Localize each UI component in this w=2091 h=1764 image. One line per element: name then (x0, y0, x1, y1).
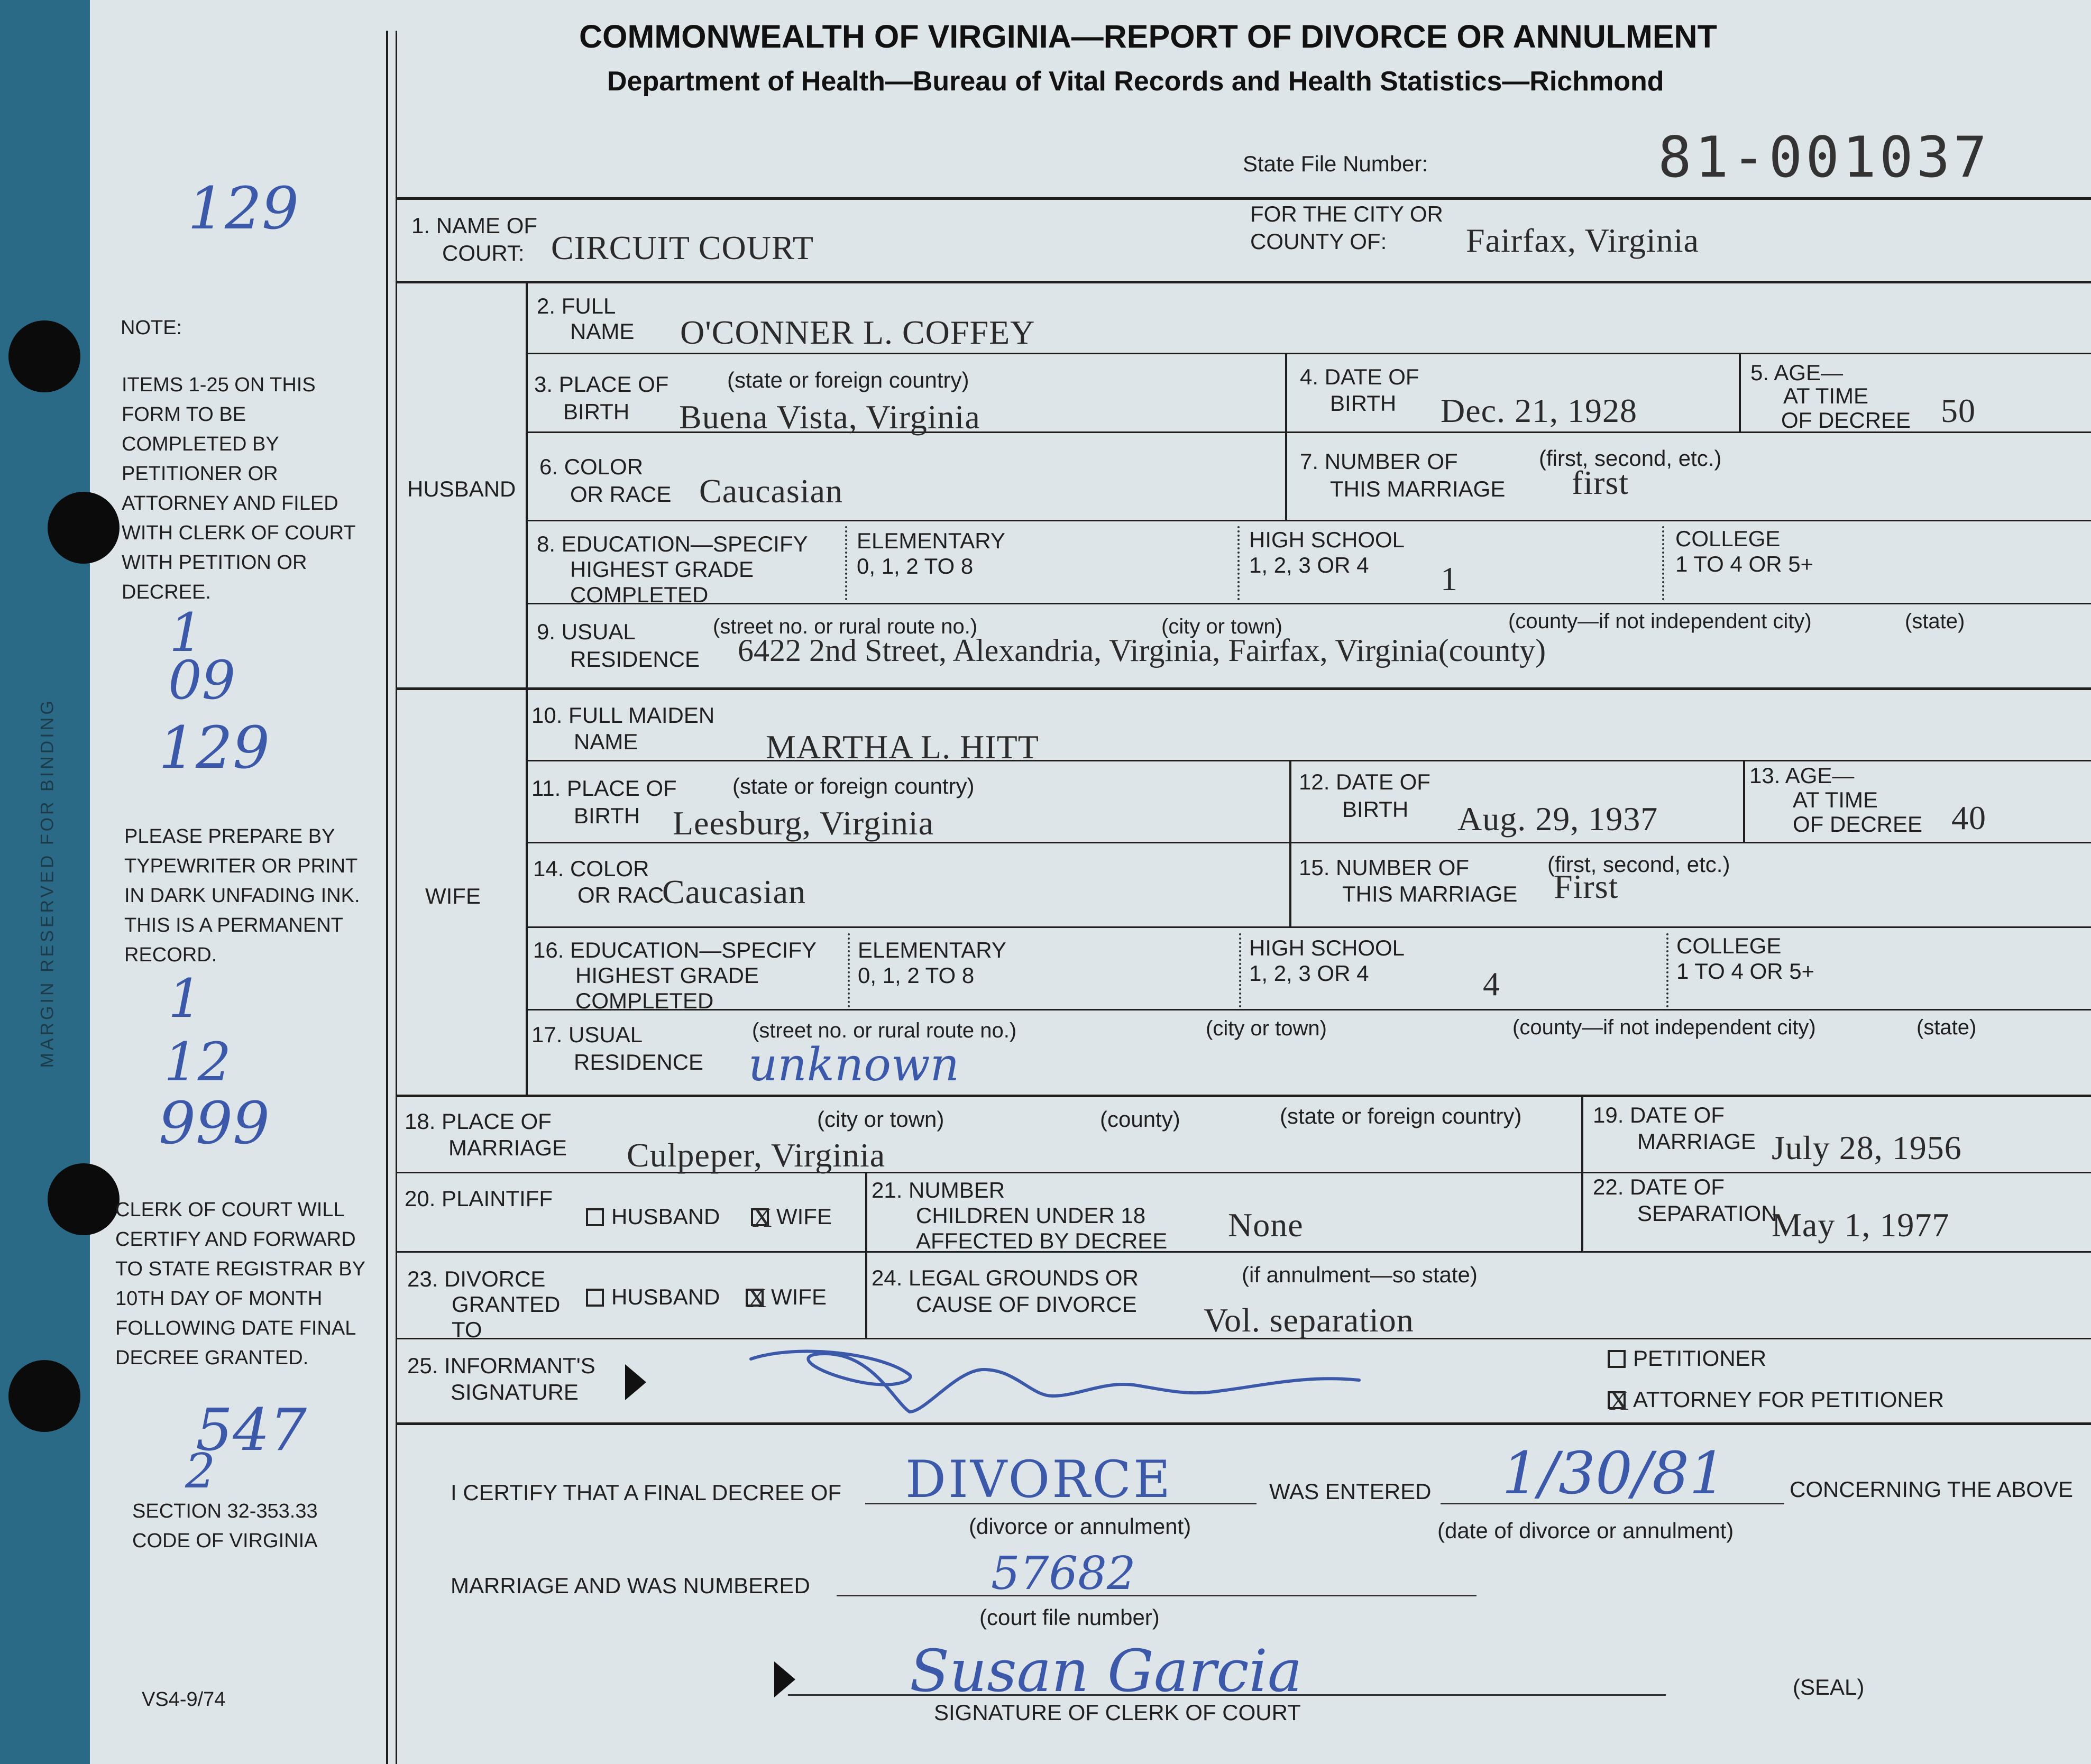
husband-education-label: 8. EDUCATION—SPECIFY (537, 531, 808, 556)
form-border-left-inner (396, 31, 397, 1764)
rule-informant-end (397, 1422, 2091, 1425)
form-title: COMMONWEALTH OF VIRGINIA—REPORT OF DIVORCE OR ANNULMENT (579, 19, 1717, 54)
husband-section-label: HUSBAND (407, 476, 516, 501)
county-label: COUNTY OF: (1250, 229, 1387, 254)
grounds-label: CAUSE OF DIVORCE (916, 1292, 1137, 1317)
marriage-place-label: MARRIAGE (448, 1135, 567, 1160)
children-label: CHILDREN UNDER 18 (916, 1203, 1146, 1228)
college-hint: 1 TO 4 OR 5+ (1676, 959, 1815, 984)
plaintiff-wife-label: WIFE (776, 1204, 832, 1229)
margin-note-items: ITEMS 1-25 ON THIS FORM TO BE COMPLETED BY PETITIONER OR ATTORNEY AND FILED WITH CLERK OF COURT WITH PETITION OR DECREE. (122, 374, 355, 603)
wife-section-label: WIFE (425, 884, 481, 908)
husband-name-label: 2. FULL (537, 293, 616, 318)
margin-section: SECTION 32-353.33 (132, 1500, 318, 1522)
marriage-date-label: MARRIAGE (1637, 1129, 1756, 1154)
husband-education-label: COMPLETED (570, 582, 709, 607)
clerk-signature-label: SIGNATURE OF CLERK OF COURT (934, 1700, 1301, 1725)
college-hint: 1 TO 4 OR 5+ (1675, 552, 1814, 576)
cert-text: CONCERNING THE ABOVE (1790, 1477, 2073, 1502)
husband-high-school: 1 (1441, 560, 1458, 598)
husband-color-label: OR RACE (570, 482, 672, 507)
cert-text: MARRIAGE AND WAS NUMBERED (451, 1573, 810, 1598)
residence-hint-street: (street no. or rural route no.) (713, 615, 978, 638)
margin-handwritten-number: 129 (159, 714, 270, 782)
residence-hint-city: (city or town) (1161, 615, 1282, 638)
wife-education-label: HIGHEST GRADE (575, 963, 759, 988)
binding-margin-text: MARGIN RESERVED FOR BINDING (37, 698, 58, 1068)
wife-residence: unknown (748, 1039, 960, 1091)
rule (528, 353, 2091, 354)
city-label: FOR THE CITY OR (1250, 201, 1443, 226)
informant-label: SIGNATURE (451, 1380, 579, 1404)
divider (1581, 1095, 1583, 1251)
grounds-label: 24. LEGAL GROUNDS OR (872, 1265, 1139, 1290)
punch-hole (48, 492, 120, 564)
children-label: 21. NUMBER (872, 1178, 1005, 1202)
court-file-hint: (court file number) (979, 1605, 1160, 1630)
high-school-hint: 1, 2, 3 OR 4 (1249, 553, 1369, 577)
margin-note-clerk: CLERK OF COURT WILL CERTIFY AND FORWARD TO STATE REGISTRAR BY 10TH DAY OF MONTH FOLLOWING DATE FINAL DECREE GRANTED. (115, 1199, 365, 1369)
residence-hint-street: (street no. or rural route no.) (752, 1019, 1017, 1042)
wife-marriage-label: 15. NUMBER OF (1299, 855, 1470, 880)
informant-label: 25. INFORMANT'S (407, 1353, 595, 1378)
wife-birthplace-label: 11. PLACE OF (531, 776, 677, 801)
wife-age: 40 (1951, 799, 1986, 837)
plaintiff-wife-option[interactable] (751, 1202, 832, 1230)
punch-hole (8, 320, 80, 392)
husband-name-label: NAME (570, 319, 635, 344)
decree-type: DIVORCE (905, 1450, 1173, 1509)
form-number: VS4-9/74 (142, 1688, 226, 1711)
margin-note-heading: NOTE: (121, 317, 182, 339)
margin-handwritten-number: 1 (168, 968, 202, 1030)
dotted-divider (1239, 933, 1241, 1007)
residence-hint-state: (state) (1905, 610, 1965, 633)
margin-handwritten-number: 12 (164, 1031, 232, 1093)
marriage-place: Culpeper, Virginia (627, 1136, 886, 1174)
state-file-label: State File Number: (1243, 151, 1428, 176)
residence-hint-city: (city or town) (1206, 1017, 1327, 1040)
rule (528, 926, 2091, 928)
rule-court (397, 281, 2091, 283)
margin-handwritten-number: 129 (188, 174, 299, 242)
wife-name: MARTHA L. HITT (766, 728, 1039, 766)
margin-handwritten-number: 09 (168, 649, 236, 711)
divider (865, 1172, 867, 1338)
husband-marriage-hint: (first, second, etc.) (1539, 446, 1722, 471)
rule (528, 760, 2091, 761)
punch-hole (8, 1360, 80, 1432)
granted-label: TO (452, 1317, 482, 1342)
wife-age-label: AT TIME (1793, 787, 1878, 812)
high-school-label: HIGH SCHOOL (1249, 935, 1405, 960)
dotted-divider (1662, 526, 1664, 600)
cert-text: I CERTIFY THAT A FINAL DECREE OF (451, 1480, 842, 1505)
decree-type-hint: (divorce or annulment) (969, 1514, 1191, 1539)
court-name: CIRCUIT COURT (551, 229, 814, 267)
residence-hint-county: (county—if not independent city) (1512, 1016, 1816, 1039)
signature-arrow (625, 1364, 646, 1400)
wife-name-label: NAME (574, 729, 638, 754)
wife-dob: Aug. 29, 1937 (1457, 800, 1658, 838)
wife-marriage-label: THIS MARRIAGE (1342, 881, 1518, 906)
court-file-number: 57682 (991, 1547, 1136, 1600)
margin-handwritten-number: 2 (185, 1444, 216, 1499)
granted-wife-option[interactable] (746, 1283, 827, 1311)
wife-age-label: 13. AGE— (1749, 763, 1855, 788)
husband-marriage-label: 7. NUMBER OF (1300, 449, 1458, 474)
rule (528, 520, 2091, 521)
rule (528, 1009, 2091, 1010)
granted-label: GRANTED (452, 1292, 561, 1317)
dotted-divider (848, 933, 850, 1007)
margin-handwritten-number: 547 (196, 1396, 307, 1464)
separation-date: May 1, 1977 (1772, 1206, 1950, 1244)
husband-birthplace-label: 3. PLACE OF (534, 372, 669, 397)
college-label: COLLEGE (1676, 933, 1782, 958)
punch-hole (48, 1163, 120, 1235)
informant-petitioner-option[interactable] (1608, 1344, 1766, 1372)
rule (397, 1251, 2091, 1253)
rule (528, 603, 2091, 604)
wife-residence-label: 17. USUAL (531, 1022, 643, 1047)
granted-husband-checkbox[interactable] (586, 1289, 604, 1307)
clerk-signature: Susan Garcia (910, 1637, 1303, 1705)
court-file-line (837, 1595, 1476, 1596)
wife-color-label: 14. COLOR (533, 856, 649, 881)
rule-wife-end (397, 1095, 2091, 1097)
margin-code: CODE OF VIRGINIA (132, 1530, 318, 1552)
husband-color-label: 6. COLOR (539, 454, 644, 479)
high-school-label: HIGH SCHOOL (1249, 527, 1405, 552)
granted-wife-checkbox[interactable] (746, 1289, 764, 1307)
rule-top (397, 197, 2091, 200)
husband-marriage-label: THIS MARRIAGE (1330, 476, 1506, 501)
children-count: None (1228, 1206, 1304, 1244)
residence-hint-state: (state) (1916, 1016, 1977, 1039)
husband-age-label: 5. AGE— (1750, 360, 1844, 385)
section-divider (526, 282, 528, 1095)
husband-residence: 6422 2nd Street, Alexandria, Virginia, Fairfax, Virginia(county) (738, 633, 1546, 668)
marriage-hint-county: (county) (1100, 1107, 1180, 1132)
wife-birthplace: Leesburg, Virginia (673, 804, 934, 842)
grounds-value: Vol. separation (1204, 1301, 1414, 1339)
plaintiff-wife-checkbox[interactable] (751, 1208, 769, 1226)
wife-marriage-hint: (first, second, etc.) (1547, 852, 1730, 877)
husband-dob-label: BIRTH (1330, 391, 1397, 416)
attorney-checkbox[interactable] (1608, 1391, 1626, 1409)
divider (1743, 760, 1745, 842)
granted-husband-option[interactable] (586, 1283, 720, 1311)
wife-marriage-number: First (1554, 868, 1619, 905)
attorney-label: ATTORNEY FOR PETITIONER (1633, 1387, 1945, 1412)
college-label: COLLEGE (1675, 526, 1781, 551)
granted-husband-label: HUSBAND (611, 1284, 720, 1309)
separation-label: 22. DATE OF (1593, 1174, 1725, 1199)
dotted-divider (1666, 933, 1668, 1007)
elementary-label: ELEMENTARY (857, 528, 1005, 553)
wife-high-school: 4 (1483, 965, 1500, 1003)
husband-residence-label: RESIDENCE (570, 647, 700, 672)
wife-dob-label: 12. DATE OF (1299, 769, 1430, 794)
granted-wife-label: WIFE (771, 1284, 827, 1309)
husband-color: Caucasian (699, 472, 843, 510)
husband-education-label: HIGHEST GRADE (570, 557, 754, 582)
wife-education-label: 16. EDUCATION—SPECIFY (533, 938, 817, 962)
margin-handwritten-number: 1 (169, 602, 203, 664)
wife-birthplace-hint: (state or foreign country) (732, 774, 975, 798)
wife-color-label: OR RAC (577, 883, 664, 907)
court-label-number: 1. NAME OF (411, 213, 538, 238)
divider (1285, 353, 1287, 520)
wife-birthplace-label: BIRTH (574, 803, 640, 828)
plaintiff-husband-label: HUSBAND (611, 1204, 720, 1229)
wife-age-label: OF DECREE (1793, 812, 1923, 837)
marriage-hint-city: (city or town) (817, 1107, 944, 1132)
separation-label: SEPARATION (1637, 1201, 1777, 1226)
grounds-hint: (if annulment—so state) (1242, 1262, 1478, 1287)
wife-residence-label: RESIDENCE (574, 1050, 704, 1074)
court-county: Fairfax, Virginia (1466, 222, 1699, 259)
elementary-hint: 0, 1, 2 TO 8 (857, 554, 974, 578)
husband-age: 50 (1941, 392, 1976, 429)
form-subtitle: Department of Health—Bureau of Vital Records and Health Statistics—Richmond (607, 66, 1664, 97)
plaintiff-husband-option[interactable] (586, 1202, 720, 1230)
dotted-divider (1237, 526, 1240, 600)
informant-attorney-option[interactable] (1608, 1385, 1944, 1413)
plaintiff-label: 20. PLAINTIFF (405, 1186, 553, 1211)
husband-dob-label: 4. DATE OF (1300, 364, 1419, 389)
wife-education-label: COMPLETED (575, 988, 714, 1013)
marriage-date-label: 19. DATE OF (1593, 1102, 1725, 1127)
clerk-signature-arrow (774, 1661, 795, 1697)
elementary-hint: 0, 1, 2 TO 8 (858, 963, 975, 988)
petitioner-checkbox[interactable] (1608, 1350, 1626, 1368)
dotted-divider (845, 526, 847, 600)
husband-age-label: AT TIME (1783, 383, 1869, 408)
elementary-label: ELEMENTARY (858, 938, 1006, 962)
residence-hint-county: (county—if not independent city) (1508, 610, 1812, 633)
margin-note-typewriter: PLEASE PREPARE BY TYPEWRITER OR PRINT IN DARK UNFADING INK. THIS IS A PERMANENT RECORD. (124, 825, 360, 966)
husband-name: O'CONNER L. COFFEY (680, 314, 1035, 351)
wife-dob-label: BIRTH (1342, 797, 1409, 822)
husband-birthplace: Buena Vista, Virginia (679, 398, 980, 436)
husband-birthplace-label: BIRTH (563, 399, 630, 424)
rule-husband-end (397, 687, 2091, 690)
marriage-place-label: 18. PLACE OF (405, 1109, 552, 1134)
cert-text: WAS ENTERED (1269, 1479, 1432, 1504)
divider (1739, 353, 1741, 431)
date-entered: 1/30/81 (1502, 1439, 1727, 1507)
informant-signature (735, 1338, 1433, 1417)
husband-residence-label: 9. USUAL (537, 619, 636, 644)
state-file-number: 81-001037 (1658, 125, 1991, 190)
wife-name-label: 10. FULL MAIDEN (531, 703, 715, 728)
margin-handwritten-number: 999 (159, 1089, 270, 1157)
children-label: AFFECTED BY DECREE (916, 1228, 1168, 1253)
husband-age-label: OF DECREE (1781, 408, 1911, 433)
wife-color: Caucasian (662, 873, 806, 911)
high-school-hint: 1, 2, 3 OR 4 (1249, 961, 1369, 986)
husband-dob: Dec. 21, 1928 (1441, 392, 1638, 429)
plaintiff-husband-checkbox[interactable] (586, 1208, 604, 1226)
date-entered-hint: (date of divorce or annulment) (1437, 1518, 1734, 1543)
form-border-left (386, 31, 388, 1764)
court-label: COURT: (442, 241, 525, 265)
petitioner-label: PETITIONER (1633, 1346, 1767, 1371)
granted-label: 23. DIVORCE (407, 1266, 546, 1291)
divider (1289, 760, 1291, 926)
marriage-hint-state: (state or foreign country) (1280, 1104, 1522, 1128)
seal-label: (SEAL) (1793, 1675, 1865, 1699)
marriage-date: July 28, 1956 (1772, 1129, 1962, 1166)
husband-birthplace-hint: (state or foreign country) (727, 368, 969, 392)
husband-marriage-number: first (1572, 464, 1629, 501)
